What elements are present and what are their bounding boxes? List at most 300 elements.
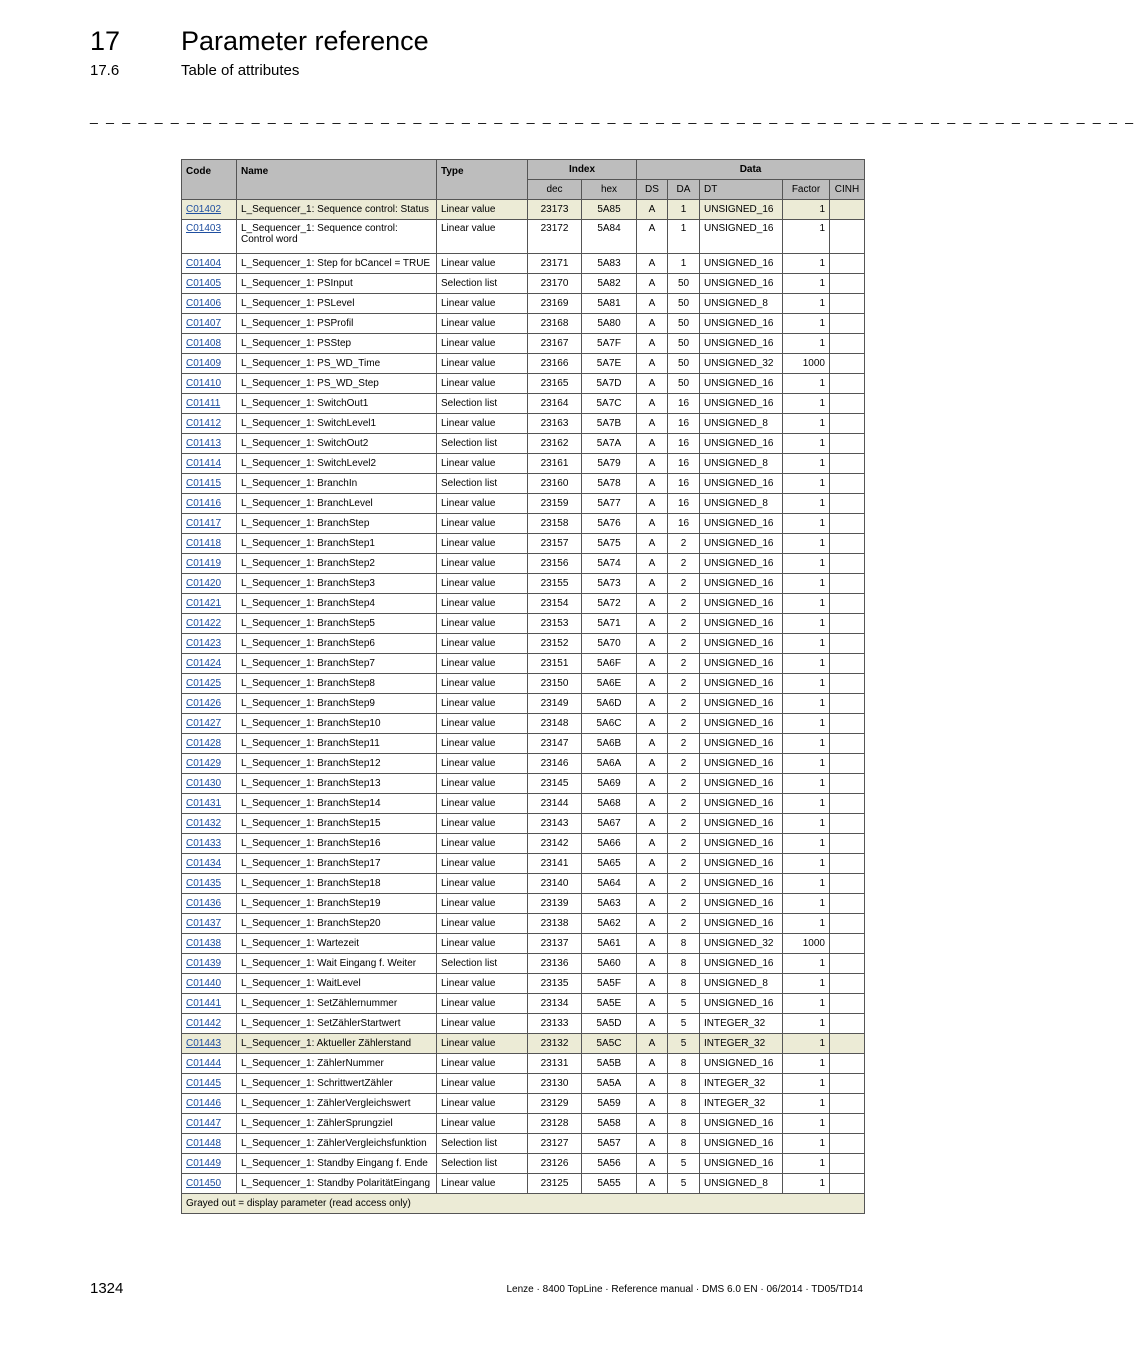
param-name: L_Sequencer_1: SwitchLevel2 [237,454,437,474]
param-type: Linear value [437,1174,528,1194]
index-hex: 5A63 [582,894,637,914]
param-code-link[interactable]: C01434 [182,854,237,874]
data-cinh [830,654,865,674]
param-name: L_Sequencer_1: PSStep [237,334,437,354]
param-code-link[interactable]: C01413 [182,434,237,454]
data-factor: 1 [783,474,830,494]
table-row [182,594,865,614]
data-type: UNSIGNED_32 [700,354,783,374]
index-dec: 23151 [528,654,582,674]
table-row [182,354,865,374]
index-dec: 23170 [528,274,582,294]
index-dec: 23165 [528,374,582,394]
data-ds: A [637,594,668,614]
data-type: UNSIGNED_8 [700,294,783,314]
table-row [182,474,865,494]
param-code-link[interactable]: C01411 [182,394,237,414]
index-dec: 23169 [528,294,582,314]
data-ds: A [637,674,668,694]
param-code-link[interactable]: C01443 [182,1034,237,1054]
table-row [182,1094,865,1114]
data-cinh [830,394,865,414]
param-name: L_Sequencer_1: SchrittwertZähler [237,1074,437,1094]
data-ds: A [637,574,668,594]
data-cinh [830,294,865,314]
param-code-link[interactable]: C01428 [182,734,237,754]
index-hex: 5A83 [582,254,637,274]
data-type: UNSIGNED_16 [700,894,783,914]
section-title: Table of attributes [181,62,300,79]
data-da: 8 [668,954,700,974]
data-da: 5 [668,1154,700,1174]
table-row [182,314,865,334]
param-code-link[interactable]: C01409 [182,354,237,374]
data-cinh [830,274,865,294]
data-ds: A [637,454,668,474]
param-name: L_Sequencer_1: Standby Eingang f. Ende [237,1154,437,1174]
index-hex: 5A56 [582,1154,637,1174]
data-type: UNSIGNED_16 [700,1134,783,1154]
index-hex: 5A7C [582,394,637,414]
data-da: 8 [668,1114,700,1134]
table-row [182,254,865,274]
index-hex: 5A6E [582,674,637,694]
data-type: UNSIGNED_16 [700,1154,783,1174]
data-ds: A [637,200,668,220]
index-hex: 5A76 [582,514,637,534]
param-name: L_Sequencer_1: BranchStep9 [237,694,437,714]
param-code-link[interactable]: C01418 [182,534,237,554]
index-dec: 23134 [528,994,582,1014]
param-code-link[interactable]: C01402 [182,200,237,220]
param-code-link[interactable]: C01433 [182,834,237,854]
data-cinh [830,1074,865,1094]
param-type: Linear value [437,694,528,714]
param-code-link[interactable]: C01422 [182,614,237,634]
index-hex: 5A72 [582,594,637,614]
index-dec: 23163 [528,414,582,434]
param-type: Linear value [437,894,528,914]
data-type: INTEGER_32 [700,1094,783,1114]
table-row [182,714,865,734]
param-name: L_Sequencer_1: Step for bCancel = TRUE [237,254,437,274]
data-da: 5 [668,1014,700,1034]
param-code-link[interactable]: C01406 [182,294,237,314]
data-factor: 1 [783,954,830,974]
param-code-link[interactable]: C01445 [182,1074,237,1094]
table-row [182,934,865,954]
header-cinh: CINH [830,180,865,200]
param-code-link[interactable]: C01404 [182,254,237,274]
param-name: L_Sequencer_1: ZählerVergleichswert [237,1094,437,1114]
data-type: UNSIGNED_16 [700,594,783,614]
data-cinh [830,874,865,894]
data-cinh [830,994,865,1014]
data-cinh [830,1094,865,1114]
param-type: Linear value [437,334,528,354]
param-name: L_Sequencer_1: SwitchOut1 [237,394,437,414]
data-factor: 1 [783,554,830,574]
data-cinh [830,794,865,814]
data-ds: A [637,954,668,974]
data-cinh [830,754,865,774]
data-cinh [830,814,865,834]
param-code-link[interactable]: C01440 [182,974,237,994]
index-hex: 5A6B [582,734,637,754]
param-code-link[interactable]: C01425 [182,674,237,694]
data-cinh [830,1054,865,1074]
param-code-link[interactable]: C01415 [182,474,237,494]
index-dec: 23127 [528,1134,582,1154]
data-cinh [830,954,865,974]
table-row [182,614,865,634]
table-row [182,574,865,594]
data-factor: 1000 [783,354,830,374]
param-code-link[interactable]: C01414 [182,454,237,474]
data-da: 2 [668,894,700,914]
param-name: L_Sequencer_1: BranchStep14 [237,794,437,814]
param-code-link[interactable]: C01449 [182,1154,237,1174]
param-type: Linear value [437,220,528,254]
data-type: UNSIGNED_8 [700,414,783,434]
data-da: 1 [668,254,700,274]
data-da: 50 [668,314,700,334]
data-type: UNSIGNED_16 [700,1114,783,1134]
data-type: UNSIGNED_16 [700,574,783,594]
data-type: UNSIGNED_16 [700,814,783,834]
data-type: UNSIGNED_16 [700,334,783,354]
index-dec: 23132 [528,1034,582,1054]
data-factor: 1 [783,220,830,254]
data-type: UNSIGNED_16 [700,754,783,774]
data-da: 16 [668,514,700,534]
param-code-link[interactable]: C01408 [182,334,237,354]
param-name: L_Sequencer_1: Sequence control: Control word [237,220,437,254]
param-code-link[interactable]: C01442 [182,1014,237,1034]
index-dec: 23154 [528,594,582,614]
index-hex: 5A82 [582,274,637,294]
table-row [182,374,865,394]
data-cinh [830,934,865,954]
param-type: Linear value [437,874,528,894]
data-factor: 1 [783,1034,830,1054]
param-name: L_Sequencer_1: ZählerNummer [237,1054,437,1074]
index-dec: 23172 [528,220,582,254]
index-hex: 5A64 [582,874,637,894]
data-da: 2 [668,854,700,874]
data-da: 2 [668,554,700,574]
table-footnote: Grayed out = display parameter (read access only) [182,1194,865,1214]
data-da: 16 [668,394,700,414]
data-type: INTEGER_32 [700,1074,783,1094]
table-row [182,974,865,994]
table-row [182,674,865,694]
param-code-link[interactable]: C01431 [182,794,237,814]
data-factor: 1 [783,414,830,434]
index-dec: 23125 [528,1174,582,1194]
table-row [182,414,865,434]
data-type: INTEGER_32 [700,1014,783,1034]
table-row [182,1174,865,1194]
param-name: L_Sequencer_1: SwitchLevel1 [237,414,437,434]
data-ds: A [637,834,668,854]
header-separator: _ _ _ _ _ _ _ _ _ _ _ _ _ _ _ _ _ _ _ _ _ _ _ _ _ _ _ _ _ _ _ _ _ _ _ _ _ _ _ _ _ _ _ _ _ _ _ _ _ _ _ _ _ _ _ _ _ _ _ _ _ _ _ _ _ [90,108,1135,124]
param-code-link[interactable]: C01429 [182,754,237,774]
data-da: 8 [668,1054,700,1074]
index-hex: 5A58 [582,1114,637,1134]
data-cinh [830,854,865,874]
param-code-link[interactable]: C01410 [182,374,237,394]
data-cinh [830,594,865,614]
table-row [182,200,865,220]
data-da: 8 [668,1074,700,1094]
index-dec: 23131 [528,1054,582,1074]
table-row [182,814,865,834]
data-da: 2 [668,634,700,654]
param-name: L_Sequencer_1: BranchLevel [237,494,437,514]
param-name: L_Sequencer_1: BranchStep12 [237,754,437,774]
data-cinh [830,200,865,220]
table-row [182,874,865,894]
data-factor: 1 [783,894,830,914]
index-hex: 5A7F [582,334,637,354]
index-hex: 5A57 [582,1134,637,1154]
data-da: 2 [668,574,700,594]
param-code-link[interactable]: C01441 [182,994,237,1014]
index-hex: 5A73 [582,574,637,594]
data-da: 5 [668,1034,700,1054]
param-code-link[interactable]: C01405 [182,274,237,294]
data-ds: A [637,974,668,994]
index-dec: 23148 [528,714,582,734]
param-code-link[interactable]: C01424 [182,654,237,674]
data-da: 2 [668,794,700,814]
index-hex: 5A81 [582,294,637,314]
table-row [182,1114,865,1134]
param-type: Linear value [437,574,528,594]
data-factor: 1 [783,534,830,554]
data-type: UNSIGNED_16 [700,794,783,814]
table-row [182,694,865,714]
param-code-link[interactable]: C01427 [182,714,237,734]
data-factor: 1 [783,834,830,854]
param-type: Linear value [437,934,528,954]
data-ds: A [637,814,668,834]
index-hex: 5A6D [582,694,637,714]
table-row [182,1054,865,1074]
param-code-link[interactable]: C01412 [182,414,237,434]
index-hex: 5A61 [582,934,637,954]
index-hex: 5A65 [582,854,637,874]
data-factor: 1 [783,854,830,874]
data-ds: A [637,934,668,954]
data-da: 2 [668,834,700,854]
data-da: 5 [668,1174,700,1194]
param-type: Selection list [437,1134,528,1154]
param-type: Linear value [437,414,528,434]
param-type: Selection list [437,474,528,494]
param-code-link[interactable]: C01420 [182,574,237,594]
param-type: Linear value [437,914,528,934]
index-dec: 23155 [528,574,582,594]
param-code-link[interactable]: C01417 [182,514,237,534]
param-name: L_Sequencer_1: SetZählernummer [237,994,437,1014]
param-type: Selection list [437,274,528,294]
data-type: UNSIGNED_16 [700,374,783,394]
param-code-link[interactable]: C01447 [182,1114,237,1134]
param-code-link[interactable]: C01444 [182,1054,237,1074]
data-type: UNSIGNED_16 [700,254,783,274]
table-row [182,1034,865,1054]
data-type: UNSIGNED_32 [700,934,783,954]
index-dec: 23136 [528,954,582,974]
index-hex: 5A5B [582,1054,637,1074]
param-code-link[interactable]: C01439 [182,954,237,974]
header-type: Type [437,160,528,200]
index-dec: 23144 [528,794,582,814]
table-row [182,434,865,454]
table-row [182,1154,865,1174]
param-code-link[interactable]: C01416 [182,494,237,514]
index-hex: 5A7E [582,354,637,374]
data-cinh [830,1034,865,1054]
data-factor: 1000 [783,934,830,954]
param-type: Linear value [437,1014,528,1034]
param-name: L_Sequencer_1: PS_WD_Time [237,354,437,374]
index-dec: 23160 [528,474,582,494]
data-type: UNSIGNED_8 [700,494,783,514]
param-code-link[interactable]: C01421 [182,594,237,614]
index-hex: 5A5F [582,974,637,994]
param-name: L_Sequencer_1: BranchStep13 [237,774,437,794]
data-ds: A [637,374,668,394]
data-da: 2 [668,674,700,694]
data-factor: 1 [783,514,830,534]
data-ds: A [637,354,668,374]
index-dec: 23135 [528,974,582,994]
table-row [182,774,865,794]
param-name: L_Sequencer_1: WaitLevel [237,974,437,994]
data-cinh [830,220,865,254]
data-ds: A [637,534,668,554]
data-cinh [830,534,865,554]
param-name: L_Sequencer_1: BranchStep16 [237,834,437,854]
data-factor: 1 [783,874,830,894]
data-ds: A [637,1174,668,1194]
data-da: 5 [668,994,700,1014]
param-code-link[interactable]: C01407 [182,314,237,334]
data-cinh [830,1174,865,1194]
param-type: Linear value [437,1074,528,1094]
param-code-link[interactable]: C01432 [182,814,237,834]
data-da: 2 [668,874,700,894]
data-ds: A [637,1094,668,1114]
param-code-link[interactable]: C01438 [182,934,237,954]
data-da: 50 [668,274,700,294]
data-cinh [830,714,865,734]
header-factor: Factor [783,180,830,200]
param-code-link[interactable]: C01436 [182,894,237,914]
index-hex: 5A85 [582,200,637,220]
param-name: L_Sequencer_1: BranchStep1 [237,534,437,554]
index-dec: 23173 [528,200,582,220]
data-factor: 1 [783,200,830,220]
param-type: Linear value [437,314,528,334]
data-factor: 1 [783,1014,830,1034]
index-hex: 5A7A [582,434,637,454]
data-ds: A [637,494,668,514]
index-dec: 23159 [528,494,582,514]
param-code-link[interactable]: C01448 [182,1134,237,1154]
param-type: Selection list [437,954,528,974]
data-factor: 1 [783,1134,830,1154]
table-row [182,954,865,974]
param-name: L_Sequencer_1: BranchIn [237,474,437,494]
data-ds: A [637,894,668,914]
data-factor: 1 [783,314,830,334]
data-factor: 1 [783,1114,830,1134]
data-cinh [830,314,865,334]
data-type: UNSIGNED_16 [700,874,783,894]
param-name: L_Sequencer_1: BranchStep4 [237,594,437,614]
data-type: UNSIGNED_16 [700,994,783,1014]
param-name: L_Sequencer_1: ZählerVergleichsfunktion [237,1134,437,1154]
data-da: 16 [668,414,700,434]
index-dec: 23171 [528,254,582,274]
param-type: Linear value [437,494,528,514]
index-dec: 23145 [528,774,582,794]
param-code-link[interactable]: C01430 [182,774,237,794]
header-index: Index [528,160,637,180]
data-cinh [830,974,865,994]
data-ds: A [637,294,668,314]
data-ds: A [637,414,668,434]
header-name: Name [237,160,437,200]
param-code-link[interactable]: C01423 [182,634,237,654]
param-name: L_Sequencer_1: PSInput [237,274,437,294]
param-code-link[interactable]: C01446 [182,1094,237,1114]
param-code-link[interactable]: C01435 [182,874,237,894]
data-factor: 1 [783,614,830,634]
data-da: 1 [668,200,700,220]
index-dec: 23143 [528,814,582,834]
param-type: Selection list [437,1154,528,1174]
data-factor: 1 [783,754,830,774]
header-code: Code [182,160,237,200]
data-factor: 1 [783,494,830,514]
param-code-link[interactable]: C01450 [182,1174,237,1194]
param-type: Linear value [437,654,528,674]
index-dec: 23157 [528,534,582,554]
index-dec: 23126 [528,1154,582,1174]
data-type: UNSIGNED_16 [700,714,783,734]
table-row [182,534,865,554]
data-factor: 1 [783,994,830,1014]
data-da: 16 [668,494,700,514]
param-code-link[interactable]: C01419 [182,554,237,574]
param-name: L_Sequencer_1: Wait Eingang f. Weiter [237,954,437,974]
param-code-link[interactable]: C01426 [182,694,237,714]
param-code-link[interactable]: C01437 [182,914,237,934]
data-cinh [830,894,865,914]
data-ds: A [637,874,668,894]
param-code-link[interactable]: C01403 [182,220,237,254]
param-name: L_Sequencer_1: Aktueller Zählerstand [237,1034,437,1054]
data-cinh [830,554,865,574]
data-type: UNSIGNED_16 [700,554,783,574]
data-factor: 1 [783,654,830,674]
param-name: L_Sequencer_1: SetZählerStartwert [237,1014,437,1034]
